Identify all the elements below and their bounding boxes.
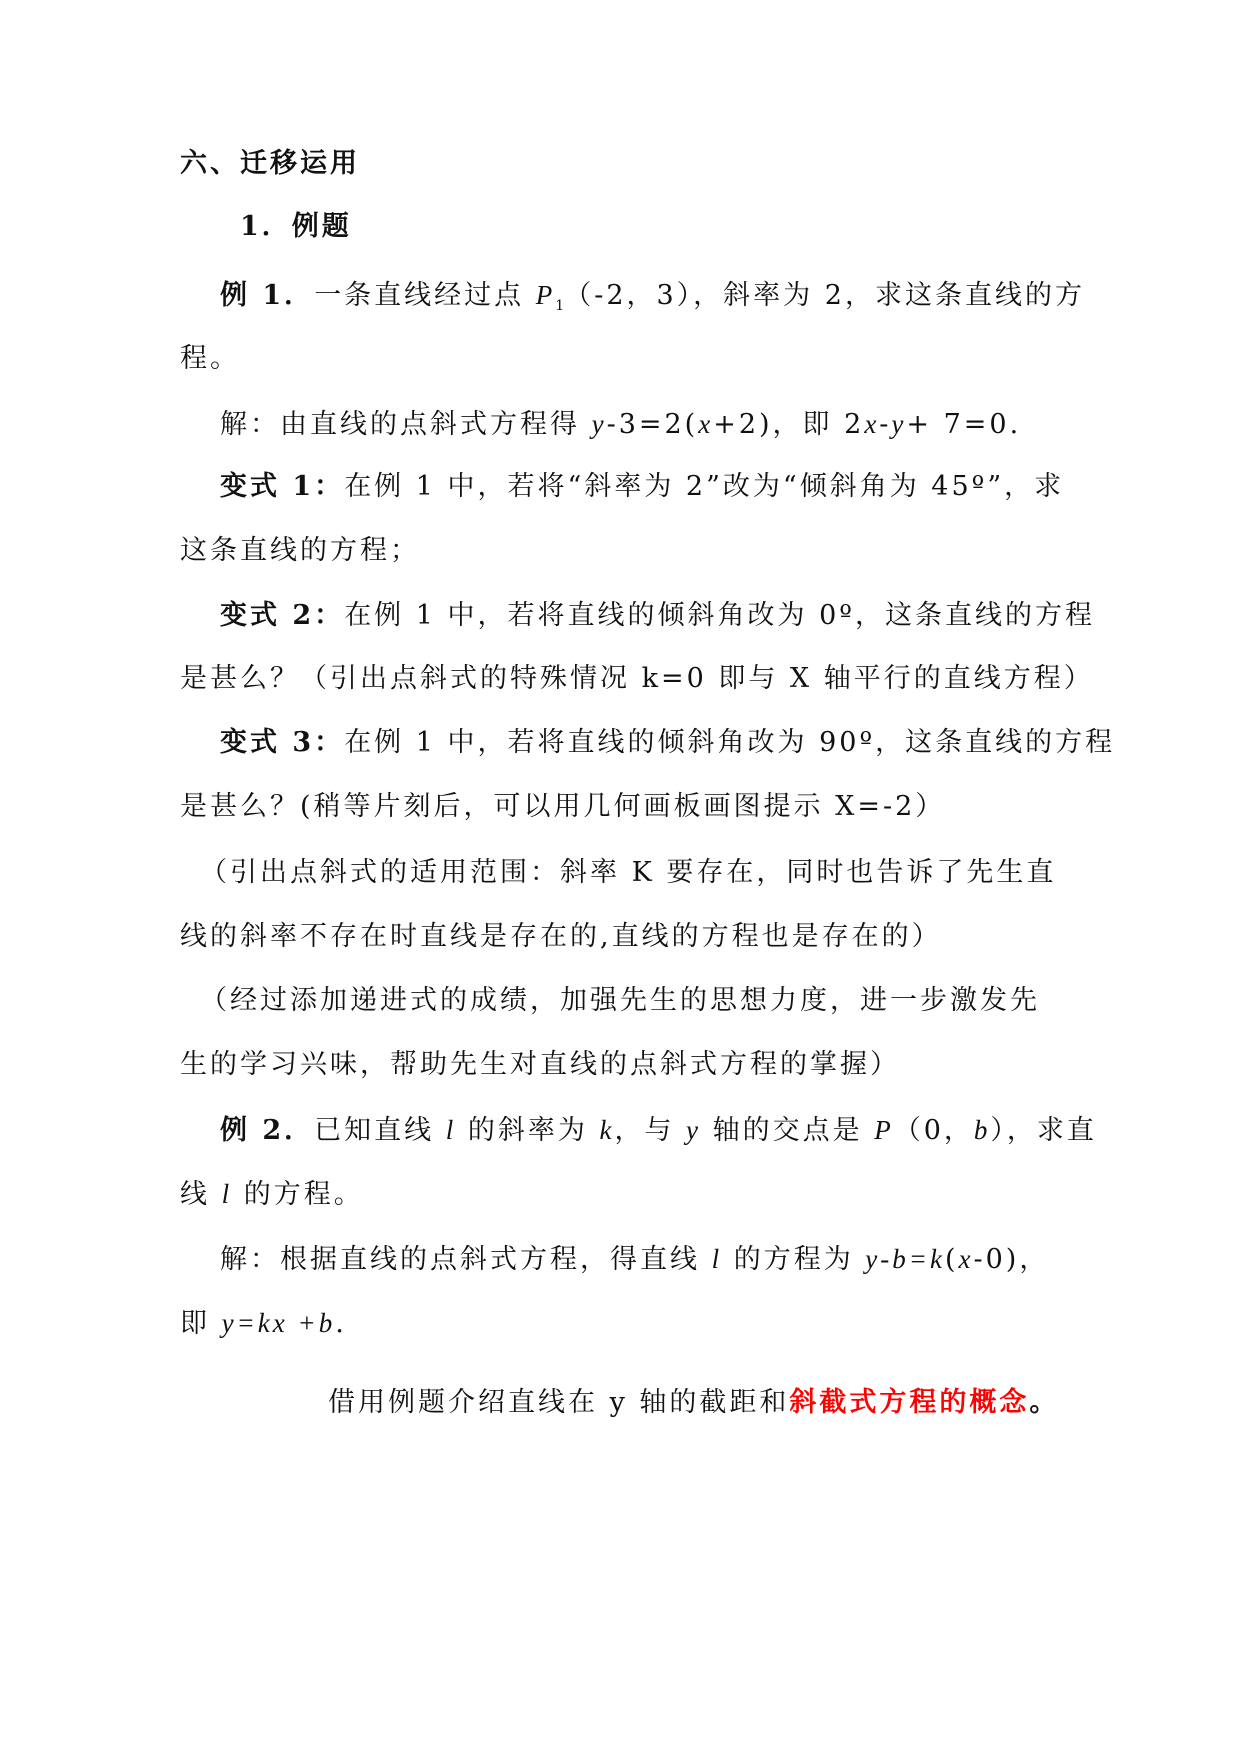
solution1-var: y xyxy=(591,409,607,439)
solution1-prefix: 解：由直线的点斜式方程得 xyxy=(220,409,592,440)
variant2-text-a: 在例 1 中，若将直线的倾斜角改为 0º，这条直线的方程 xyxy=(344,600,1095,631)
example2-text: ），求直 xyxy=(990,1115,1097,1146)
solution2-var: l xyxy=(711,1244,723,1274)
solution2-text: 解：根据直线的点斜式方程，得直线 xyxy=(220,1244,712,1275)
variant1-text-a: 在例 1 中，若将“斜率为 2”改为“倾斜角为 45º”，求 xyxy=(344,471,1065,502)
variant3-line2: 是甚么？(稍等片刻后，可以用几何画板画图提示 X=-2） xyxy=(180,791,946,822)
example2-var: b xyxy=(973,1115,991,1145)
solution1-text: +2)，即 2 xyxy=(713,409,865,440)
note2-line2: 生的学习兴味，帮助先生对直线的点斜式方程的掌握） xyxy=(180,1049,900,1080)
example2-line2 xyxy=(180,1175,364,1214)
solution1-line xyxy=(220,405,1021,444)
example2-var: y xyxy=(686,1115,702,1145)
example1-line1 xyxy=(220,276,1085,325)
closing-highlight: 斜截式方程的概念 xyxy=(789,1387,1030,1418)
solution1-text: + 7=0. xyxy=(906,409,1022,440)
example2-text: （0， xyxy=(893,1115,974,1146)
closing-text: 借用例题介绍直线在 y 轴的截距和 xyxy=(328,1387,790,1418)
example2-text: 已知直线 xyxy=(314,1115,446,1146)
solution1-var: x xyxy=(698,409,714,439)
variant3-line1 xyxy=(220,724,1115,762)
variant3-label: 变式 3： xyxy=(220,727,345,758)
variant2-label: 变式 2： xyxy=(220,600,345,631)
variant2-line2: 是甚么？（引出点斜式的特殊情况 k=0 即与 X 轴平行的直线方程） xyxy=(180,663,1094,694)
solution2-text: ( xyxy=(944,1244,959,1275)
example2-text: 的斜率为 xyxy=(456,1115,600,1146)
example1-point-var: P xyxy=(535,280,556,310)
solution2-text: 的方程为 xyxy=(722,1244,866,1275)
example2-label: 例 2． xyxy=(220,1115,315,1146)
example1-text-b: （-2，3），斜率为 2，求这条直线的方 xyxy=(564,280,1085,311)
example1-line2: 程。 xyxy=(180,343,240,374)
example2-line1 xyxy=(220,1111,1097,1150)
solution2-expr: y=kx +b xyxy=(221,1308,336,1338)
variant3-text-a: 在例 1 中，若将直线的倾斜角改为 90º，这条直线的方程 xyxy=(344,727,1116,758)
solution1-text: -3=2( xyxy=(606,409,699,440)
example1-label: 例 1． xyxy=(220,280,315,311)
note1-line1: （引出点斜式的适用范围：斜率 K 要存在，同时也告诉了先生直 xyxy=(200,857,1057,888)
closing-line xyxy=(328,1384,1059,1422)
solution2-text: -0)， xyxy=(973,1244,1050,1275)
example2-text: 的方程。 xyxy=(232,1179,364,1210)
solution2-text: . xyxy=(335,1308,347,1339)
note1-line2: 线的斜率不存在时直线是存在的,直线的方程也是存在的） xyxy=(180,921,942,952)
solution2-expr: y-b=k xyxy=(865,1244,945,1274)
subsection-title: 1．例题 xyxy=(240,211,352,242)
example2-text: ，与 xyxy=(614,1115,687,1146)
variant1-label: 变式 1： xyxy=(220,471,345,502)
solution1-var: x xyxy=(864,409,880,439)
example2-var: P xyxy=(874,1115,894,1145)
variant1-line1 xyxy=(220,468,1064,506)
example2-var: l xyxy=(445,1115,457,1145)
closing-end: 。 xyxy=(1029,1387,1060,1418)
solution2-text: 即 xyxy=(180,1308,222,1339)
example1-point-sub: 1 xyxy=(555,298,565,314)
section-title: 六、迁移运用 xyxy=(180,148,360,179)
example2-text: 轴的交点是 xyxy=(701,1115,875,1146)
example1-text-a: 一条直线经过点 xyxy=(314,280,536,311)
variant2-line1 xyxy=(220,597,1095,635)
solution2-var: x xyxy=(958,1244,974,1274)
solution1-text: - xyxy=(879,409,892,440)
example2-var: k xyxy=(599,1115,615,1145)
note2-line1: （经过添加递进式的成绩，加强先生的思想力度，进一步激发先 xyxy=(200,985,1040,1016)
solution2-line1 xyxy=(220,1240,1049,1279)
solution1-var: y xyxy=(891,409,907,439)
example2-text: 线 xyxy=(180,1179,222,1210)
variant1-line2: 这条直线的方程； xyxy=(180,535,420,566)
example2-var: l xyxy=(221,1179,233,1209)
solution2-line2 xyxy=(180,1304,347,1343)
